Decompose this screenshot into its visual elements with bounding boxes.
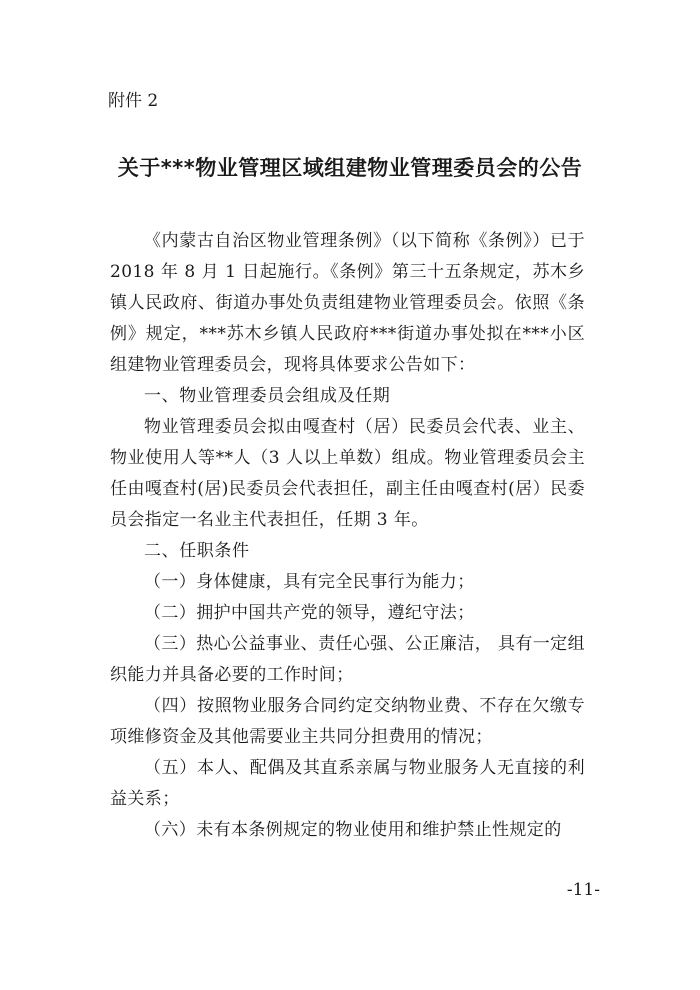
attachment-label: 附件 2 (108, 91, 159, 111)
paragraph-composition: 物业管理委员会拟由嘎查村（居）民委员会代表、业主、物业使用人等**人（3 人以上单数）组成。物业管理委员会主任由嘎查村(居)民委员会代表担任，副主任由嘎查村(居）民委员会指定一名业主代表担任，任期 3 年。 (110, 417, 585, 530)
paragraph-intro: 《内蒙古自治区物业管理条例》（以下简称《条例》）已于 2018 年 8 月 1 日起施行。《条例》第三十五条规定，苏木乡镇人民政府、街道办事处负责组建物业管理委员会。依照《条例》规定，***苏木乡镇人民政府***街道办事处拟在***小区组建物业管理委员会，现将具体要求公告如下： (110, 231, 585, 375)
list-item: （五）本人、配偶及其直系亲属与物业服务人无直接的利益关系； (110, 758, 585, 809)
section-heading-composition: 一、物业管理委员会组成及任期 (144, 386, 391, 406)
section-heading-qualifications: 二、任职条件 (144, 541, 250, 561)
list-item: （一）身体健康，具有完全民事行为能力； (144, 572, 475, 592)
list-item: （四）按照物业服务合同约定交纳物业费、不存在欠缴专项维修资金及其他需要业主共同分担费用的情况； (110, 696, 585, 747)
page-title: 关于***物业管理区域组建物业管理委员会的公告 (117, 156, 583, 180)
document-body (110, 226, 585, 846)
list-item: （二）拥护中国共产党的领导，遵纪守法； (144, 603, 475, 623)
list-item: （六）未有本条例规定的物业使用和维护禁止性规定的 (144, 820, 562, 840)
list-item: （三）热心公益事业、责任心强、公正廉洁， 具有一定组织能力并具备必要的工作时间； (110, 634, 585, 685)
page-number: -11- (566, 880, 600, 900)
